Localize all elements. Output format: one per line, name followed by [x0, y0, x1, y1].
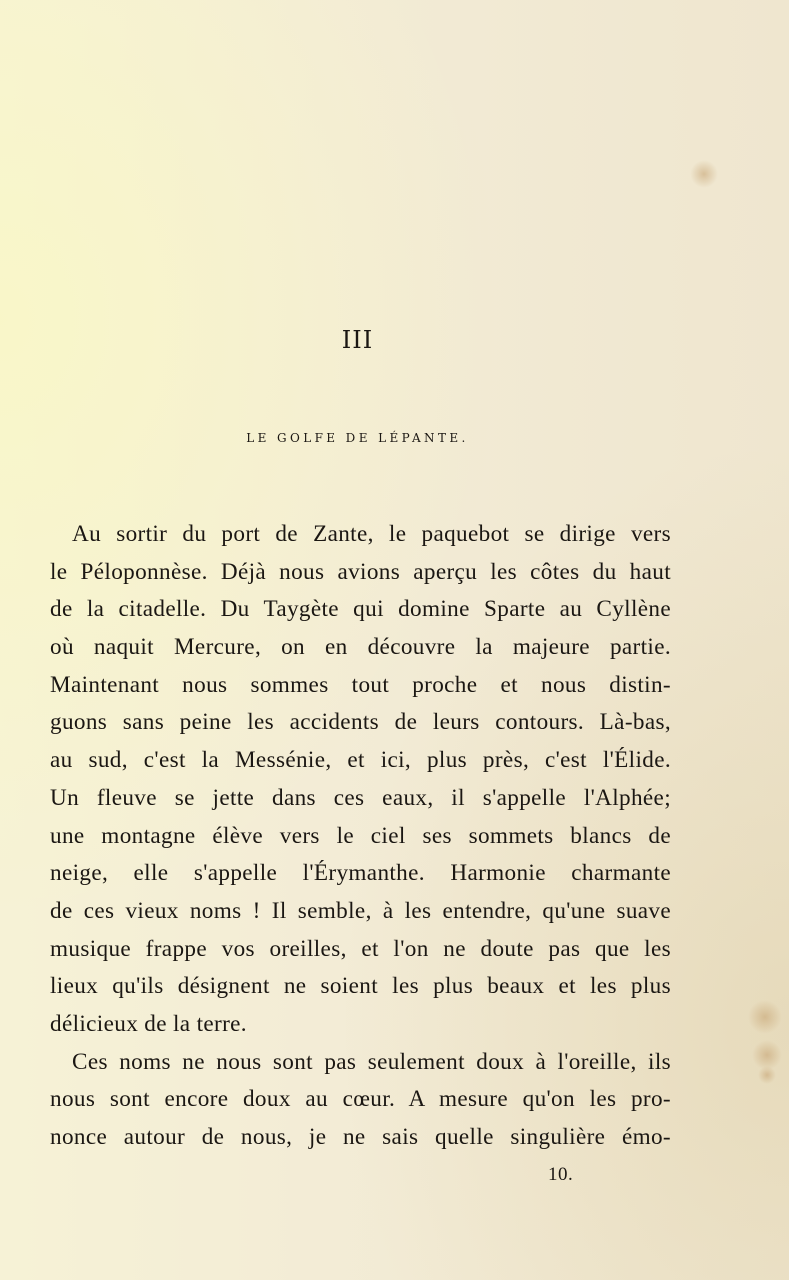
text-line: de la citadelle. Du Taygète qui domine Sparte au Cyllène [50, 596, 671, 623]
text-line: nous sont encore doux au cœur. A mesure qu'on les pro- [50, 1086, 671, 1113]
text-line: guons sans peine les accidents de leurs contours. Là-bas, [50, 709, 671, 736]
text-line: où naquit Mercure, on en découvre la majeure partie. [50, 634, 671, 661]
text-line: neige, elle s'appelle l'Érymanthe. Harmonie charmante [50, 860, 671, 887]
text-line: le Péloponnèse. Déjà nous avions aperçu les côtes du haut [50, 558, 671, 585]
text-line: musique frappe vos oreilles, et l'on ne doute pas que les [50, 935, 671, 962]
text-line: Maintenant nous sommes tout proche et nous distin- [50, 671, 671, 698]
text-line: Ces noms ne nous sont pas seulement doux à l'oreille, ils [72, 1048, 671, 1075]
paper-stain [748, 1000, 782, 1034]
page-number: 10. [548, 1164, 574, 1185]
text-line: lieux qu'ils désignent ne soient les plus beaux et les plus [50, 973, 671, 1000]
chapter-title: LE GOLFE DE LÉPANTE. [246, 431, 469, 445]
text-line: une montagne élève vers le ciel ses sommets blancs de [50, 822, 671, 849]
paragraph-2 [50, 1044, 671, 1157]
text-line: Au sortir du port de Zante, le paquebot se dirige vers [72, 521, 671, 547]
text-line: délicieux de la terre. [50, 1010, 247, 1037]
paper-stain [690, 160, 718, 188]
paragraph-1 [50, 516, 671, 1044]
paper-stain [758, 1066, 776, 1084]
text-line: de ces vieux noms ! Il semble, à les entendre, qu'une suave [50, 897, 671, 924]
text-line: au sud, c'est la Messénie, et ici, plus près, c'est l'Élide. [50, 747, 671, 774]
text-line: Un fleuve se jette dans ces eaux, il s'appelle l'Alphée; [50, 784, 671, 811]
text-line: nonce autour de nous, je ne sais quelle singulière émo- [50, 1124, 671, 1150]
body-text [50, 516, 671, 1157]
chapter-number: III [341, 326, 374, 354]
